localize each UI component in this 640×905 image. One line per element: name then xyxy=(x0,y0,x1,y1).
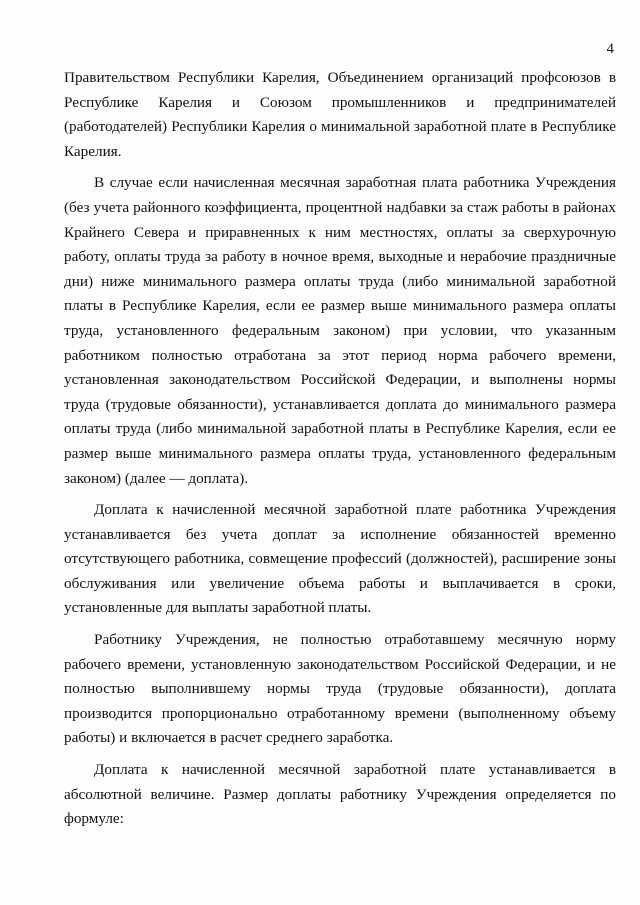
paragraph-supplement-conditions: Доплата к начисленной месячной заработной плате работника Учреждения устанавливается без учета доплат за исполнение обязанностей временно отсутствующего работника, совмещение профессий (должностей), расширение зоны обслуживания или увеличение объема работы и выплачивается в сроки, установленные для выплаты заработной платы. xyxy=(64,501,616,617)
paragraph-formula-intro: Доплата к начисленной месячной заработной плате устанавливается в абсолютной величине. Размер доплаты работнику Учреждения определяется по формуле: xyxy=(64,761,616,828)
paragraph-minimum-wage-supplement: В случае если начисленная месячная заработная плата работника Учреждения (без учета районного коэффициента, процентной надбавки за стаж работы в районах Крайнего Севера и приравненных к ним местностях, оплаты за сверхурочную работу, оплаты труда за работу в ночное время, выходные и нерабочие праздничные дни) ниже минимального размера оплаты труда (либо минимальной заработной платы в Республике Карелия, если ее размер выше минимального размера оплаты труда, установленного федеральным законом) при условии, что указанным работником полностью отработана за этот период норма рабочего времени, установленная законодательством Российской Федерации, и выполнены нормы труда (трудовые обязанности), устанавливается доплата до минимального размера оплаты труда (либо минимальной заработной платы в Республике Карелия, если ее размер выше минимального размера оплаты труда, установленного федеральным законом) (далее — доплата). xyxy=(64,174,616,487)
page-number: 4 xyxy=(606,41,614,57)
document-body xyxy=(64,66,616,839)
paragraph-continuation: Правительством Республики Карелия, Объединением организаций профсоюзов в Республике Карелия и Союзом промышленников и предпринимателей (работодателей) Республики Карелия о минимальной заработной плате в Республике Карелия. xyxy=(64,69,616,160)
paragraph-partial-time: Работнику Учреждения, не полностью отработавшему месячную норму рабочего времени, установленную законодательством Российской Федерации, и не полностью выполнившему нормы труда (трудовые обязанности), доплата производится пропорционально отработанному времени (выполненному объему работы) и включается в расчет среднего заработка. xyxy=(64,631,616,747)
